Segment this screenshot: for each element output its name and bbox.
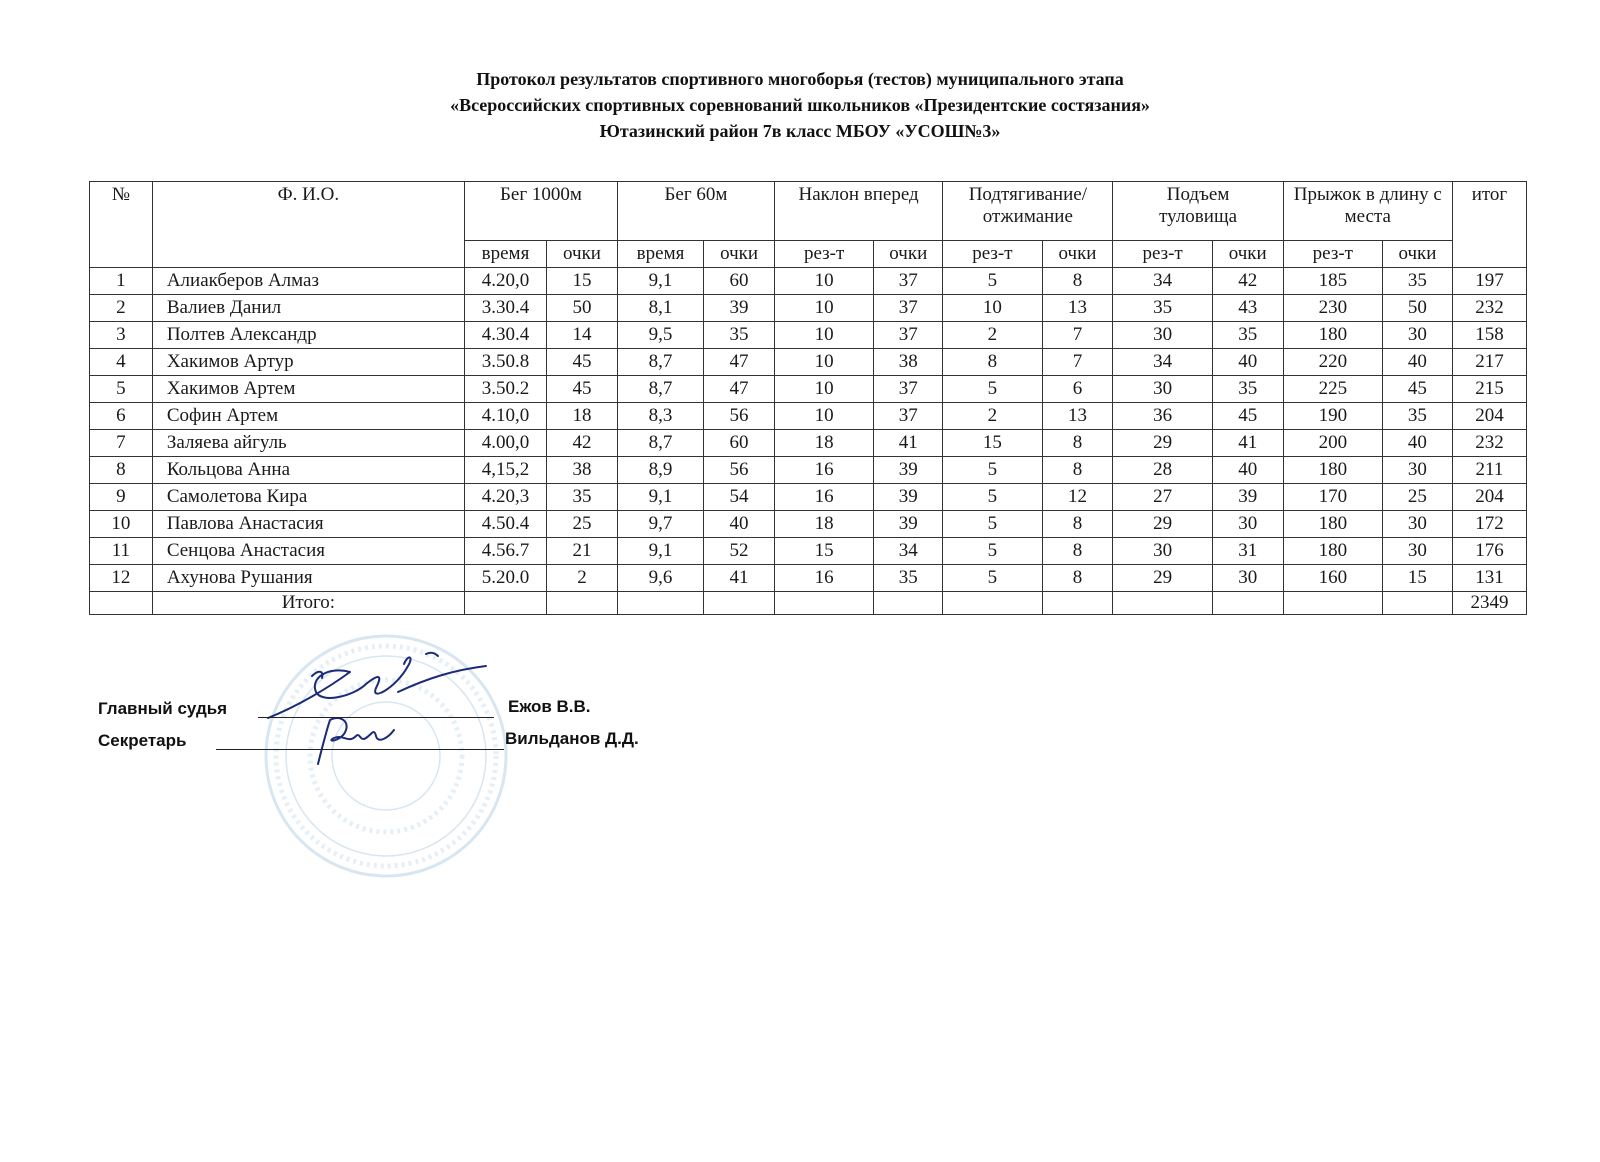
table-row: [90, 268, 1527, 295]
cell-name: Заляева айгуль: [152, 430, 464, 457]
subheader-result: рез-т: [1283, 241, 1382, 268]
cell-jump-result: 180: [1283, 322, 1382, 349]
cell-situp-points: 30: [1212, 565, 1283, 592]
cell-pullup-result: 15: [943, 430, 1042, 457]
subheader-result: рез-т: [943, 241, 1042, 268]
col-run1000-header: Бег 1000м: [464, 182, 617, 241]
total-row-empty: [90, 592, 153, 615]
cell-situp-result: 34: [1113, 349, 1212, 376]
cell-total: 158: [1452, 322, 1526, 349]
cell-pullup-result: 5: [943, 376, 1042, 403]
cell-pullup-points: 8: [1042, 457, 1113, 484]
cell-situp-points: 40: [1212, 457, 1283, 484]
cell-run1000-time: 4.00,0: [464, 430, 546, 457]
cell-jump-result: 190: [1283, 403, 1382, 430]
total-label: Итого:: [152, 592, 464, 615]
cell-bend-result: 10: [775, 376, 874, 403]
subheader-points: очки: [874, 241, 943, 268]
cell-jump-result: 200: [1283, 430, 1382, 457]
table-header: [90, 182, 1527, 268]
cell-num: 7: [90, 430, 153, 457]
table-row: [90, 538, 1527, 565]
cell-pullup-result: 8: [943, 349, 1042, 376]
cell-jump-points: 15: [1382, 565, 1452, 592]
cell-situp-points: 41: [1212, 430, 1283, 457]
secretary-name: Вильданов Д.Д.: [505, 729, 639, 748]
subheader-points: очки: [1382, 241, 1452, 268]
col-num-header: №: [90, 182, 153, 268]
cell-run1000-points: 42: [547, 430, 618, 457]
cell-bend-points: 38: [874, 349, 943, 376]
cell-situp-result: 29: [1113, 511, 1212, 538]
cell-situp-result: 30: [1113, 538, 1212, 565]
cell-situp-points: 43: [1212, 295, 1283, 322]
cell-situp-result: 29: [1113, 430, 1212, 457]
cell-total: 211: [1452, 457, 1526, 484]
cell-run60-points: 41: [704, 565, 775, 592]
cell-bend-points: 35: [874, 565, 943, 592]
cell-pullup-points: 13: [1042, 295, 1113, 322]
cell-jump-result: 160: [1283, 565, 1382, 592]
cell-run1000-points: 45: [547, 349, 618, 376]
cell-run1000-points: 38: [547, 457, 618, 484]
subheader-time: время: [464, 241, 546, 268]
cell-num: 9: [90, 484, 153, 511]
cell-name: Кольцова Анна: [152, 457, 464, 484]
secretary-label: Секретарь: [98, 731, 187, 750]
cell-total: 176: [1452, 538, 1526, 565]
cell-pullup-result: 5: [943, 484, 1042, 511]
cell-jump-result: 225: [1283, 376, 1382, 403]
cell-situp-points: 39: [1212, 484, 1283, 511]
cell-bend-points: 37: [874, 295, 943, 322]
cell-num: 8: [90, 457, 153, 484]
cell-bend-points: 37: [874, 322, 943, 349]
cell-run1000-time: 4.10,0: [464, 403, 546, 430]
table-row: [90, 376, 1527, 403]
cell-name: Алиакберов Алмаз: [152, 268, 464, 295]
table-row: [90, 511, 1527, 538]
cell-pullup-result: 2: [943, 322, 1042, 349]
cell-jump-result: 220: [1283, 349, 1382, 376]
col-bend-header: Наклон вперед: [775, 182, 943, 241]
cell-jump-points: 35: [1382, 403, 1452, 430]
cell-pullup-points: 7: [1042, 349, 1113, 376]
cell-run60-points: 56: [704, 403, 775, 430]
cell-jump-result: 170: [1283, 484, 1382, 511]
table-row: [90, 295, 1527, 322]
secretary-signature-line: [216, 749, 504, 750]
cell-jump-points: 40: [1382, 349, 1452, 376]
cell-num: 11: [90, 538, 153, 565]
cell-run1000-time: 3.50.2: [464, 376, 546, 403]
cell-bend-points: 41: [874, 430, 943, 457]
cell-run60-time: 9,7: [617, 511, 703, 538]
cell-jump-result: 180: [1283, 457, 1382, 484]
cell-run60-time: 9,6: [617, 565, 703, 592]
judge-name: Ежов В.В.: [508, 697, 591, 716]
cell-num: 5: [90, 376, 153, 403]
cell-pullup-points: 13: [1042, 403, 1113, 430]
cell-situp-result: 34: [1113, 268, 1212, 295]
cell-run60-points: 40: [704, 511, 775, 538]
cell-run1000-points: 2: [547, 565, 618, 592]
cell-run1000-points: 25: [547, 511, 618, 538]
cell-pullup-result: 5: [943, 511, 1042, 538]
cell-situp-points: 42: [1212, 268, 1283, 295]
cell-run1000-points: 21: [547, 538, 618, 565]
table-row: [90, 457, 1527, 484]
cell-jump-points: 30: [1382, 511, 1452, 538]
cell-bend-result: 15: [775, 538, 874, 565]
cell-jump-points: 25: [1382, 484, 1452, 511]
cell-situp-points: 35: [1212, 376, 1283, 403]
cell-jump-result: 180: [1283, 511, 1382, 538]
cell-run1000-points: 35: [547, 484, 618, 511]
cell-situp-points: 40: [1212, 349, 1283, 376]
cell-jump-result: 185: [1283, 268, 1382, 295]
table-row: [90, 565, 1527, 592]
cell-run60-points: 35: [704, 322, 775, 349]
cell-bend-result: 18: [775, 511, 874, 538]
cell-num: 4: [90, 349, 153, 376]
cell-total: 215: [1452, 376, 1526, 403]
cell-run1000-time: 4.20,0: [464, 268, 546, 295]
cell-run1000-points: 15: [547, 268, 618, 295]
cell-jump-points: 30: [1382, 322, 1452, 349]
cell-run1000-time: 5.20.0: [464, 565, 546, 592]
cell-bend-result: 10: [775, 268, 874, 295]
col-jump-header: Прыжок в длину с места: [1283, 182, 1452, 241]
cell-situp-result: 28: [1113, 457, 1212, 484]
col-name-header: Ф. И.О.: [152, 182, 464, 268]
cell-jump-points: 40: [1382, 430, 1452, 457]
cell-run60-time: 9,5: [617, 322, 703, 349]
cell-name: Сенцова Анастасия: [152, 538, 464, 565]
cell-bend-points: 34: [874, 538, 943, 565]
subheader-points: очки: [704, 241, 775, 268]
cell-bend-points: 39: [874, 457, 943, 484]
col-total-header: итог: [1452, 182, 1526, 268]
cell-situp-result: 30: [1113, 322, 1212, 349]
cell-pullup-result: 10: [943, 295, 1042, 322]
cell-run1000-points: 18: [547, 403, 618, 430]
cell-run60-points: 47: [704, 376, 775, 403]
secretary-signature-icon: [300, 712, 420, 768]
cell-situp-result: 29: [1113, 565, 1212, 592]
cell-run1000-points: 50: [547, 295, 618, 322]
cell-run60-time: 8,7: [617, 349, 703, 376]
table-row: [90, 484, 1527, 511]
cell-pullup-points: 12: [1042, 484, 1113, 511]
cell-run60-time: 8,1: [617, 295, 703, 322]
cell-run60-time: 9,1: [617, 484, 703, 511]
cell-run1000-time: 3.50.8: [464, 349, 546, 376]
cell-bend-result: 10: [775, 295, 874, 322]
subheader-result: рез-т: [775, 241, 874, 268]
table-body: [90, 268, 1527, 592]
cell-total: 204: [1452, 484, 1526, 511]
cell-run60-time: 8,9: [617, 457, 703, 484]
cell-run60-time: 8,7: [617, 430, 703, 457]
cell-bend-result: 16: [775, 457, 874, 484]
cell-situp-result: 30: [1113, 376, 1212, 403]
cell-run60-time: 8,3: [617, 403, 703, 430]
title-line-1: Протокол результатов спортивного многоборья (тестов) муниципального этапа: [476, 69, 1124, 89]
cell-jump-result: 230: [1283, 295, 1382, 322]
judge-signature-line: [258, 717, 494, 718]
cell-num: 6: [90, 403, 153, 430]
cell-name: Самолетова Кира: [152, 484, 464, 511]
table-row: [90, 322, 1527, 349]
cell-situp-result: 27: [1113, 484, 1212, 511]
cell-bend-points: 39: [874, 484, 943, 511]
subheader-points: очки: [1212, 241, 1283, 268]
subheader-time: время: [617, 241, 703, 268]
cell-run1000-time: 3.30.4: [464, 295, 546, 322]
cell-bend-result: 10: [775, 322, 874, 349]
cell-total: 204: [1452, 403, 1526, 430]
cell-name: Полтев Александр: [152, 322, 464, 349]
cell-jump-points: 30: [1382, 457, 1452, 484]
cell-run1000-time: 4.56.7: [464, 538, 546, 565]
cell-total: 232: [1452, 295, 1526, 322]
title-line-2: «Всероссийских спортивных соревнований школьников «Президентские состязания»: [450, 95, 1150, 115]
cell-total: 197: [1452, 268, 1526, 295]
cell-situp-points: 31: [1212, 538, 1283, 565]
cell-pullup-result: 5: [943, 565, 1042, 592]
cell-run60-points: 60: [704, 430, 775, 457]
subheader-result: рез-т: [1113, 241, 1212, 268]
cell-run60-points: 60: [704, 268, 775, 295]
cell-run60-time: 9,1: [617, 538, 703, 565]
cell-pullup-points: 8: [1042, 538, 1113, 565]
judge-label: Главный судья: [98, 699, 228, 718]
cell-run1000-time: 4.30.4: [464, 322, 546, 349]
cell-pullup-points: 8: [1042, 511, 1113, 538]
total-row: [90, 592, 1527, 615]
cell-num: 3: [90, 322, 153, 349]
cell-total: 172: [1452, 511, 1526, 538]
cell-situp-points: 30: [1212, 511, 1283, 538]
cell-pullup-result: 5: [943, 457, 1042, 484]
cell-run60-points: 54: [704, 484, 775, 511]
table-row: [90, 430, 1527, 457]
cell-run60-points: 47: [704, 349, 775, 376]
cell-num: 1: [90, 268, 153, 295]
cell-bend-result: 16: [775, 565, 874, 592]
cell-total: 232: [1452, 430, 1526, 457]
col-situp-header: Подъем туловища: [1113, 182, 1283, 241]
cell-pullup-result: 2: [943, 403, 1042, 430]
cell-run60-points: 52: [704, 538, 775, 565]
cell-bend-result: 10: [775, 403, 874, 430]
cell-bend-points: 37: [874, 268, 943, 295]
title-line-3: Ютазинский район 7в класс МБОУ «УСОШ№3»: [599, 121, 1001, 141]
cell-situp-points: 35: [1212, 322, 1283, 349]
cell-bend-points: 37: [874, 403, 943, 430]
cell-run1000-time: 4.50.4: [464, 511, 546, 538]
cell-pullup-points: 7: [1042, 322, 1113, 349]
cell-situp-result: 36: [1113, 403, 1212, 430]
cell-run1000-points: 45: [547, 376, 618, 403]
table-row: [90, 349, 1527, 376]
cell-bend-result: 10: [775, 349, 874, 376]
cell-run60-time: 8,7: [617, 376, 703, 403]
cell-total: 217: [1452, 349, 1526, 376]
cell-bend-result: 16: [775, 484, 874, 511]
cell-pullup-result: 5: [943, 268, 1042, 295]
document-title: [0, 66, 1600, 144]
cell-run60-points: 56: [704, 457, 775, 484]
cell-run1000-points: 14: [547, 322, 618, 349]
cell-jump-points: 30: [1382, 538, 1452, 565]
cell-situp-points: 45: [1212, 403, 1283, 430]
cell-pullup-points: 8: [1042, 565, 1113, 592]
cell-num: 12: [90, 565, 153, 592]
cell-name: Павлова Анастасия: [152, 511, 464, 538]
cell-jump-points: 35: [1382, 268, 1452, 295]
cell-name: Хакимов Артем: [152, 376, 464, 403]
table-row: [90, 403, 1527, 430]
cell-pullup-points: 8: [1042, 430, 1113, 457]
cell-total: 131: [1452, 565, 1526, 592]
cell-name: Ахунова Рушания: [152, 565, 464, 592]
cell-bend-points: 39: [874, 511, 943, 538]
cell-jump-result: 180: [1283, 538, 1382, 565]
cell-bend-result: 18: [775, 430, 874, 457]
cell-jump-points: 45: [1382, 376, 1452, 403]
col-pullup-header: Подтягивание/ отжимание: [943, 182, 1113, 241]
cell-run60-points: 39: [704, 295, 775, 322]
cell-pullup-points: 6: [1042, 376, 1113, 403]
cell-jump-points: 50: [1382, 295, 1452, 322]
subheader-points: очки: [1042, 241, 1113, 268]
cell-name: Хакимов Артур: [152, 349, 464, 376]
results-table: [89, 181, 1527, 615]
cell-bend-points: 37: [874, 376, 943, 403]
cell-num: 10: [90, 511, 153, 538]
cell-situp-result: 35: [1113, 295, 1212, 322]
cell-run1000-time: 4.20,3: [464, 484, 546, 511]
cell-run60-time: 9,1: [617, 268, 703, 295]
cell-name: Софин Артем: [152, 403, 464, 430]
cell-pullup-result: 5: [943, 538, 1042, 565]
cell-run1000-time: 4,15,2: [464, 457, 546, 484]
cell-num: 2: [90, 295, 153, 322]
cell-name: Валиев Данил: [152, 295, 464, 322]
cell-pullup-points: 8: [1042, 268, 1113, 295]
total-value: 2349: [1452, 592, 1526, 615]
subheader-points: очки: [547, 241, 618, 268]
col-run60-header: Бег 60м: [617, 182, 774, 241]
